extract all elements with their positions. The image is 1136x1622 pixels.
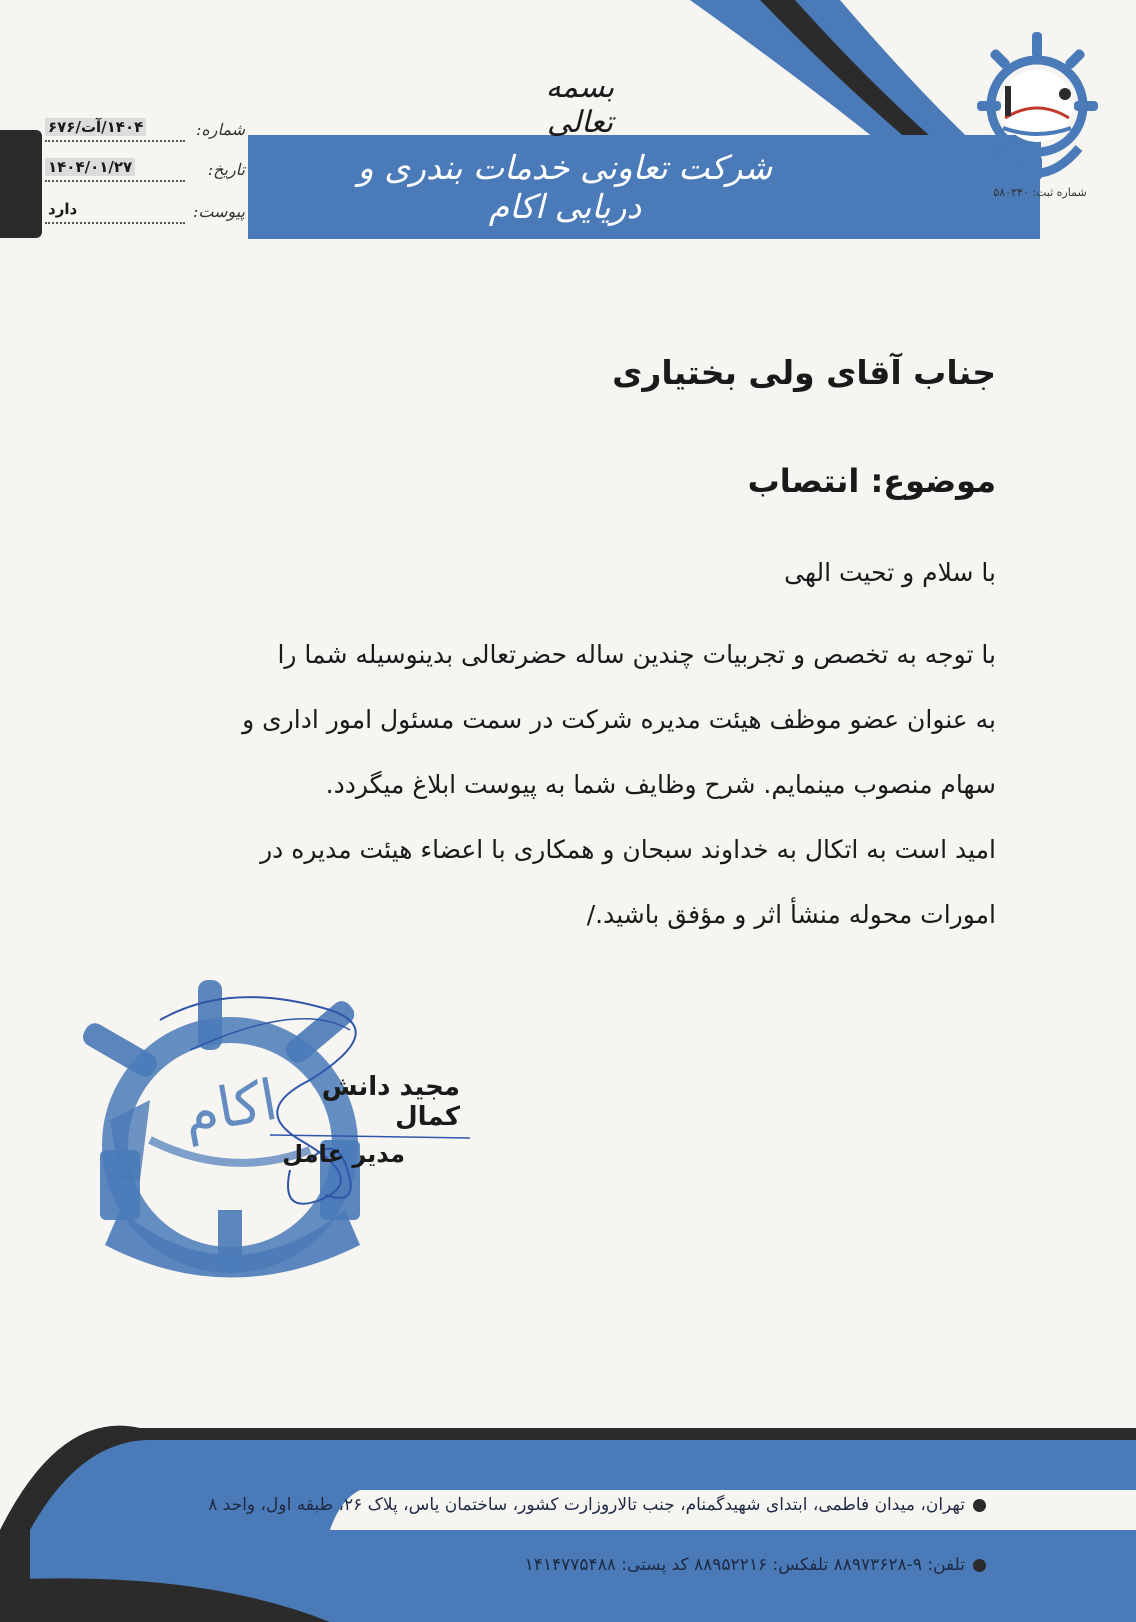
letter-number-row bbox=[45, 118, 245, 148]
phone-icon bbox=[973, 1559, 986, 1572]
letter-attachment-row bbox=[45, 200, 245, 230]
footer-address bbox=[208, 1495, 986, 1515]
body-line: با توجه به تخصص و تجربیات چندین ساله حضرتعالی بدینوسیله شما را bbox=[277, 640, 996, 669]
letter-attachment-label: پیوست: bbox=[192, 202, 245, 221]
registration-number: شماره ثبت: ۵۸۰۳۴۰ bbox=[993, 186, 1087, 199]
footer-decoration bbox=[0, 1420, 1136, 1622]
company-logo bbox=[975, 28, 1100, 198]
greeting: با سلام و تحیت الهی bbox=[784, 558, 996, 587]
letter-number-label: شماره: bbox=[195, 120, 245, 139]
location-icon bbox=[973, 1499, 986, 1512]
footer-address-text: تهران، میدان فاطمی، ابتدای شهیدگمنام، جنب تالاروزارت کشور، ساختمان یاس، پلاک ۲۶، طبقه اول، واحد ۸ bbox=[208, 1495, 965, 1515]
dotted-line bbox=[45, 140, 185, 142]
body-line: امورات محوله منشأ اثر و مؤفق باشید./ bbox=[586, 900, 996, 929]
dotted-line bbox=[45, 222, 185, 224]
body-line: به عنوان عضو موظف هیئت مدیره شرکت در سمت مسئول امور اداری و bbox=[242, 705, 996, 734]
signer-title: مدیر عامل bbox=[282, 1140, 405, 1168]
letter-date-value: ۱۴۰۴/۰۱/۲۷ bbox=[45, 158, 135, 176]
letter-attachment-value: دارد bbox=[48, 200, 78, 218]
left-edge-tab bbox=[0, 130, 42, 238]
company-name: شرکت تعاونی خدمات بندری و دریایی اکام bbox=[357, 148, 773, 226]
letter-date-label: تاریخ: bbox=[207, 160, 245, 179]
subject: موضوع: انتصاب bbox=[747, 462, 996, 500]
body-line: سهام منصوب مینمایم. شرح وظایف شما به پیوست ابلاغ میگردد. bbox=[325, 770, 996, 799]
letter-date-row bbox=[45, 158, 245, 188]
dotted-line bbox=[45, 180, 185, 182]
signer-name: مجید دانش کمال bbox=[321, 1072, 460, 1132]
footer-contact-text: تلفن: ۹-۸۸۹۷۳۶۲۸ تلفکس: ۸۸۹۵۲۲۱۶ کد پستی: ۱۴۱۴۷۷۵۴۸۸ bbox=[524, 1555, 965, 1575]
basmala: بسمه تعالی bbox=[545, 70, 615, 140]
stamp-text: اکام bbox=[178, 1067, 283, 1148]
recipient: جناب آقای ولی بختیاری bbox=[612, 353, 996, 392]
footer-contact bbox=[525, 1555, 986, 1575]
body-line: امید است به اتکال به خداوند سبحان و همکاری با اعضاء هیئت مدیره در bbox=[260, 835, 996, 864]
letter-number-value: ۱۴۰۴/آت/۶۷۶ bbox=[45, 118, 146, 136]
